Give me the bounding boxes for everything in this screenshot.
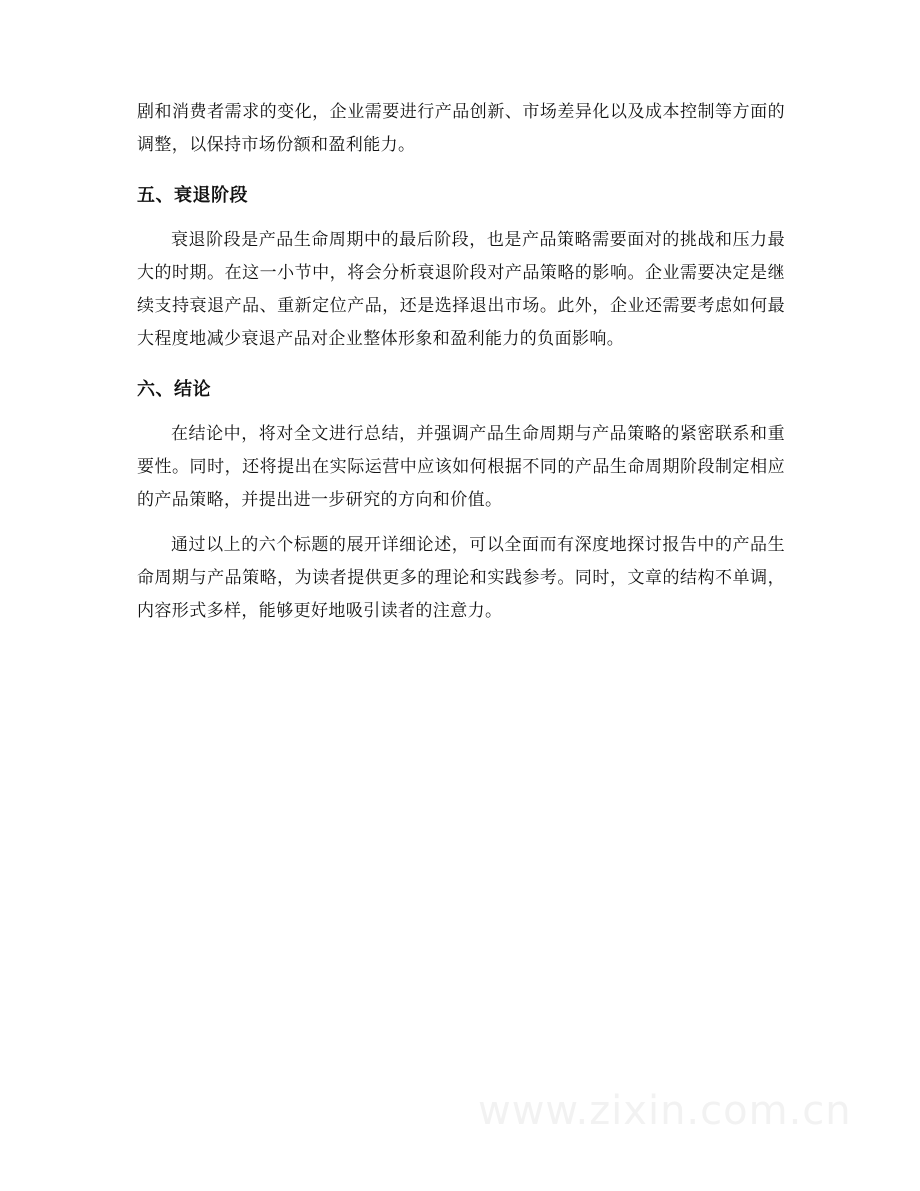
conclusion-paragraph-1: 在结论中，将对全文进行总结，并强调产品生命周期与产品策略的紧密联系和重要性。同时，还将提出在实际运营中应该如何根据不同的产品生命周期阶段制定相应的产品策略，并提出进一步研究的方向和价值。 [137,424,785,510]
section-heading-conclusion: 六、结论 [137,379,211,400]
document-page [137,96,785,628]
intro-paragraph-tail: 剧和消费者需求的变化，企业需要进行产品创新、市场差异化以及成本控制等方面的调整，以保持市场份额和盈利能力。 [137,102,785,155]
decline-paragraph: 衰退阶段是产品生命周期中的最后阶段，也是产品策略需要面对的挑战和压力最大的时期。在这一小节中，将会分析衰退阶段对产品策略的影响。企业需要决定是继续支持衰退产品、重新定位产品，还是选择退出市场。此外，企业还需要考虑如何最大程度地减少衰退产品对企业整体形象和盈利能力的负面影响。 [137,230,785,349]
watermark-text: www.zixin.com.cn [478,1088,852,1134]
section-heading-decline: 五、衰退阶段 [137,185,248,206]
conclusion-paragraph-2: 通过以上的六个标题的展开详细论述，可以全面而有深度地探讨报告中的产品生命周期与产品策略，为读者提供更多的理论和实践参考。同时，文章的结构不单调，内容形式多样，能够更好地吸引读者的注意力。 [137,535,785,621]
